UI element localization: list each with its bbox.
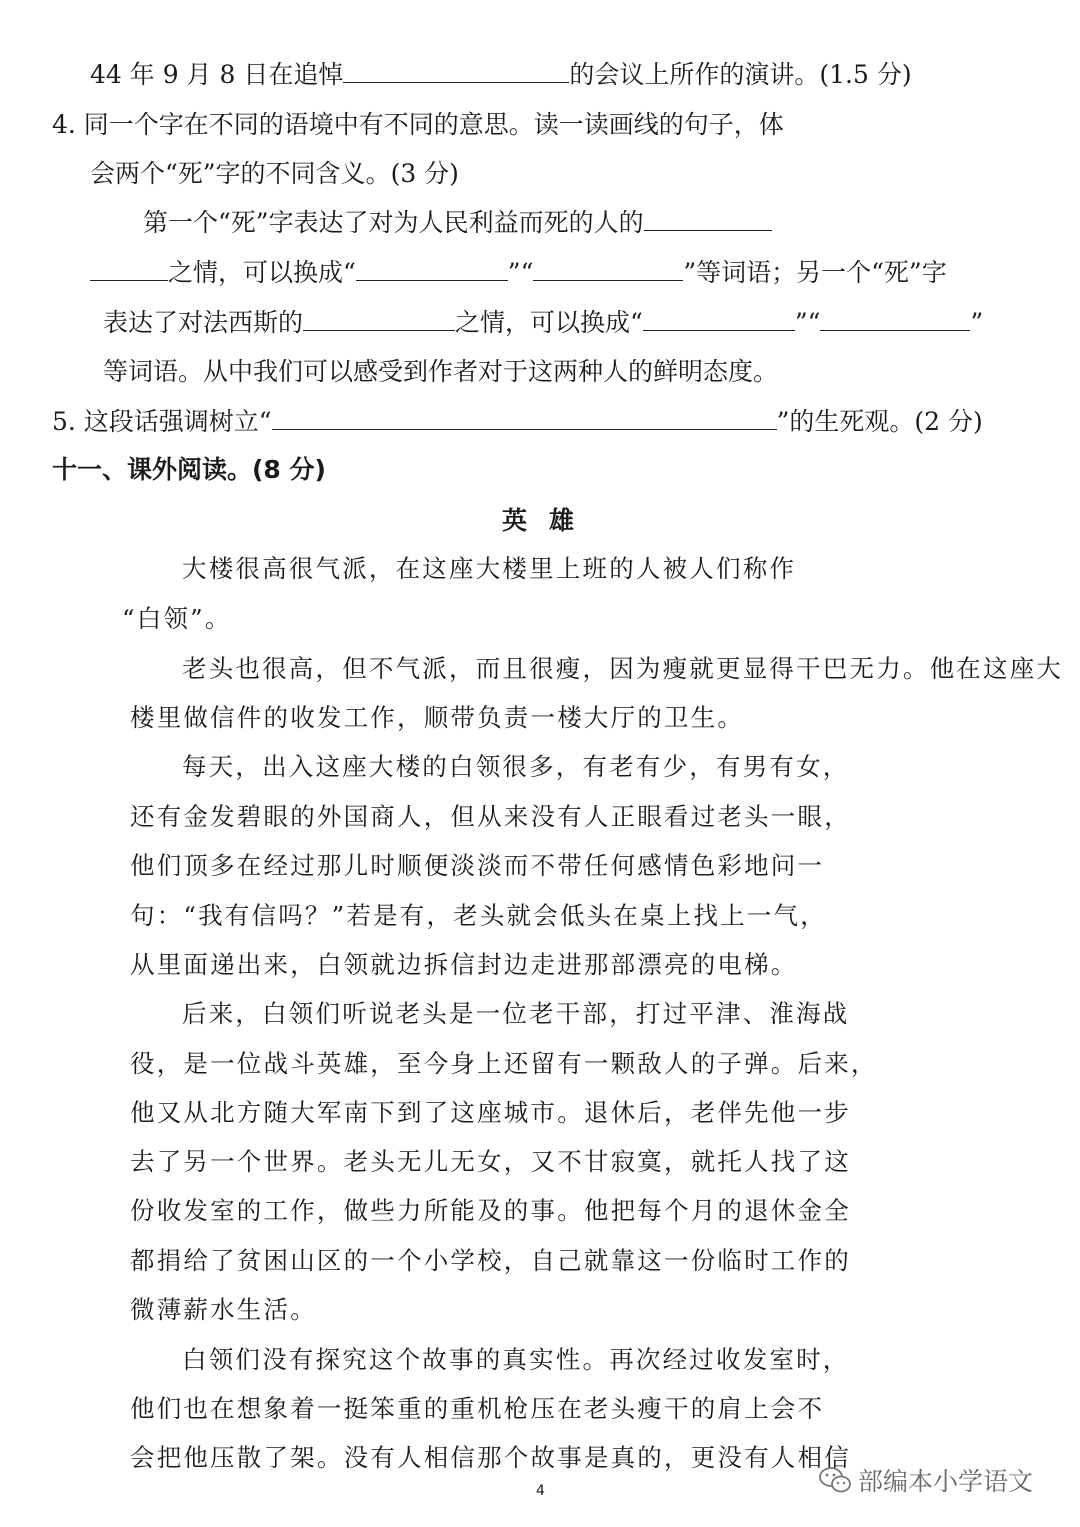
- story-line: 后来，白领们听说老头是一位老干部，打过平津、淮海战: [182, 999, 850, 1028]
- q4-p3d-text: ”: [970, 308, 984, 337]
- q4-p3a-text: 表达了对法西斯的: [103, 308, 304, 337]
- q3-continuation: [90, 60, 912, 90]
- q4-paragraph-line4: 等词语。从中我们可以感受到作者对于这两种人的鲜明态度。: [103, 357, 779, 386]
- q3-text-after: 的会议上所作的演讲。(1.5 分): [569, 60, 912, 89]
- q4-blank-1[interactable]: [644, 208, 772, 231]
- q4-paragraph-line3: [103, 308, 983, 338]
- q4-blank-3[interactable]: [533, 258, 683, 281]
- q4-blank-2[interactable]: [356, 258, 508, 281]
- story-line: 楼里做信件的收发工作，顺带负责一楼大厅的卫生。: [130, 703, 745, 732]
- story-line: “白领”。: [122, 604, 232, 633]
- q4-p2c-text: ”等词语；另一个“死”字: [683, 258, 947, 287]
- story-line: 每天，出入这座大楼的白领很多，有老有少，有男有女，: [182, 752, 850, 781]
- story-line: 老头也很高，但不气派，而且很瘦，因为瘦就更显得干巴无力。他在这座大: [182, 654, 1064, 683]
- story-line: 都捐给了贫困山区的一个小学校，自己就靠这一份临时工作的: [130, 1246, 851, 1275]
- q4-blank-6[interactable]: [820, 308, 970, 331]
- q4-prompt-line2: 会两个“死”字的不同含义。(3 分): [90, 159, 459, 188]
- q5-text-before: 5. 这段话强调树立“: [52, 407, 272, 436]
- q5-text-after: ”的生死观。(2 分): [776, 407, 983, 436]
- story-line: 句：“我有信吗？”若是有，老头就会低头在桌上找上一气，: [130, 901, 827, 930]
- q4-p3c-text: ”“: [794, 308, 821, 337]
- section-11-heading: 十一、课外阅读。(8 分): [52, 455, 326, 484]
- story-line: 他们顶多在经过那儿时顺便淡淡而不带任何感情色彩地问一: [130, 851, 825, 880]
- story-line: 大楼很高很气派，在这座大楼里上班的人被人们称作: [182, 554, 797, 583]
- q4-p3b-text: 之情，可以换成“: [455, 308, 643, 337]
- watermark: [818, 1462, 1033, 1498]
- page-number: 4: [536, 1483, 545, 1499]
- watermark-text: 部编本小学语文: [858, 1467, 1034, 1496]
- q4-blank-4[interactable]: [303, 308, 455, 331]
- story-line: 去了另一个世界。老头无儿无女，又不甘寂寞，就托人找了这: [130, 1147, 851, 1176]
- q3-answer-blank[interactable]: [343, 60, 569, 83]
- story-line: 他又从北方随大军南下到了这座城市。退休后，老伴先他一步: [130, 1098, 851, 1127]
- q4-paragraph-line1: [143, 208, 772, 238]
- q4-p2a-text: 之情，可以换成“: [168, 258, 356, 287]
- wechat-icon: [818, 1466, 852, 1494]
- q4-p2b-text: ”“: [507, 258, 534, 287]
- story-line: 他们也在想象着一挺笨重的重机枪压在老头瘦干的肩上会不: [130, 1394, 825, 1423]
- story-title: 英雄: [502, 506, 597, 535]
- q3-text-before: 44 年 9 月 8 日在追悼: [90, 60, 344, 89]
- q5-prompt: [52, 407, 983, 437]
- story-line: 还有金发碧眼的外国商人，但从来没有人正眼看过老头一眼，: [130, 802, 851, 831]
- q4-p1-text: 第一个“死”字表达了对为人民利益而死的人的: [143, 208, 644, 237]
- story-line: 役，是一位战斗英雄，至今身上还留有一颗敌人的子弹。后来，: [130, 1049, 878, 1078]
- q5-answer-blank[interactable]: [272, 407, 777, 430]
- q4-blank-5[interactable]: [643, 308, 795, 331]
- story-line: 从里面递出来，白领就边拆信封边走进那部漂亮的电梯。: [130, 950, 798, 979]
- q4-blank-1-cont[interactable]: [90, 258, 168, 281]
- q4-prompt-line1: 4. 同一个字在不同的语境中有不同的意思。读一读画线的句子，体: [52, 110, 784, 139]
- story-line: 白领们没有探究这个故事的真实性。再次经过收发室时，: [182, 1345, 850, 1374]
- story-line: 份收发室的工作，做些力所能及的事。他把每个月的退休金全: [130, 1196, 851, 1225]
- q4-paragraph-line2: [90, 258, 947, 288]
- story-line: 微薄薪水生活。: [130, 1295, 317, 1324]
- story-line: 会把他压散了架。没有人相信那个故事是真的，更没有人相信: [130, 1443, 851, 1472]
